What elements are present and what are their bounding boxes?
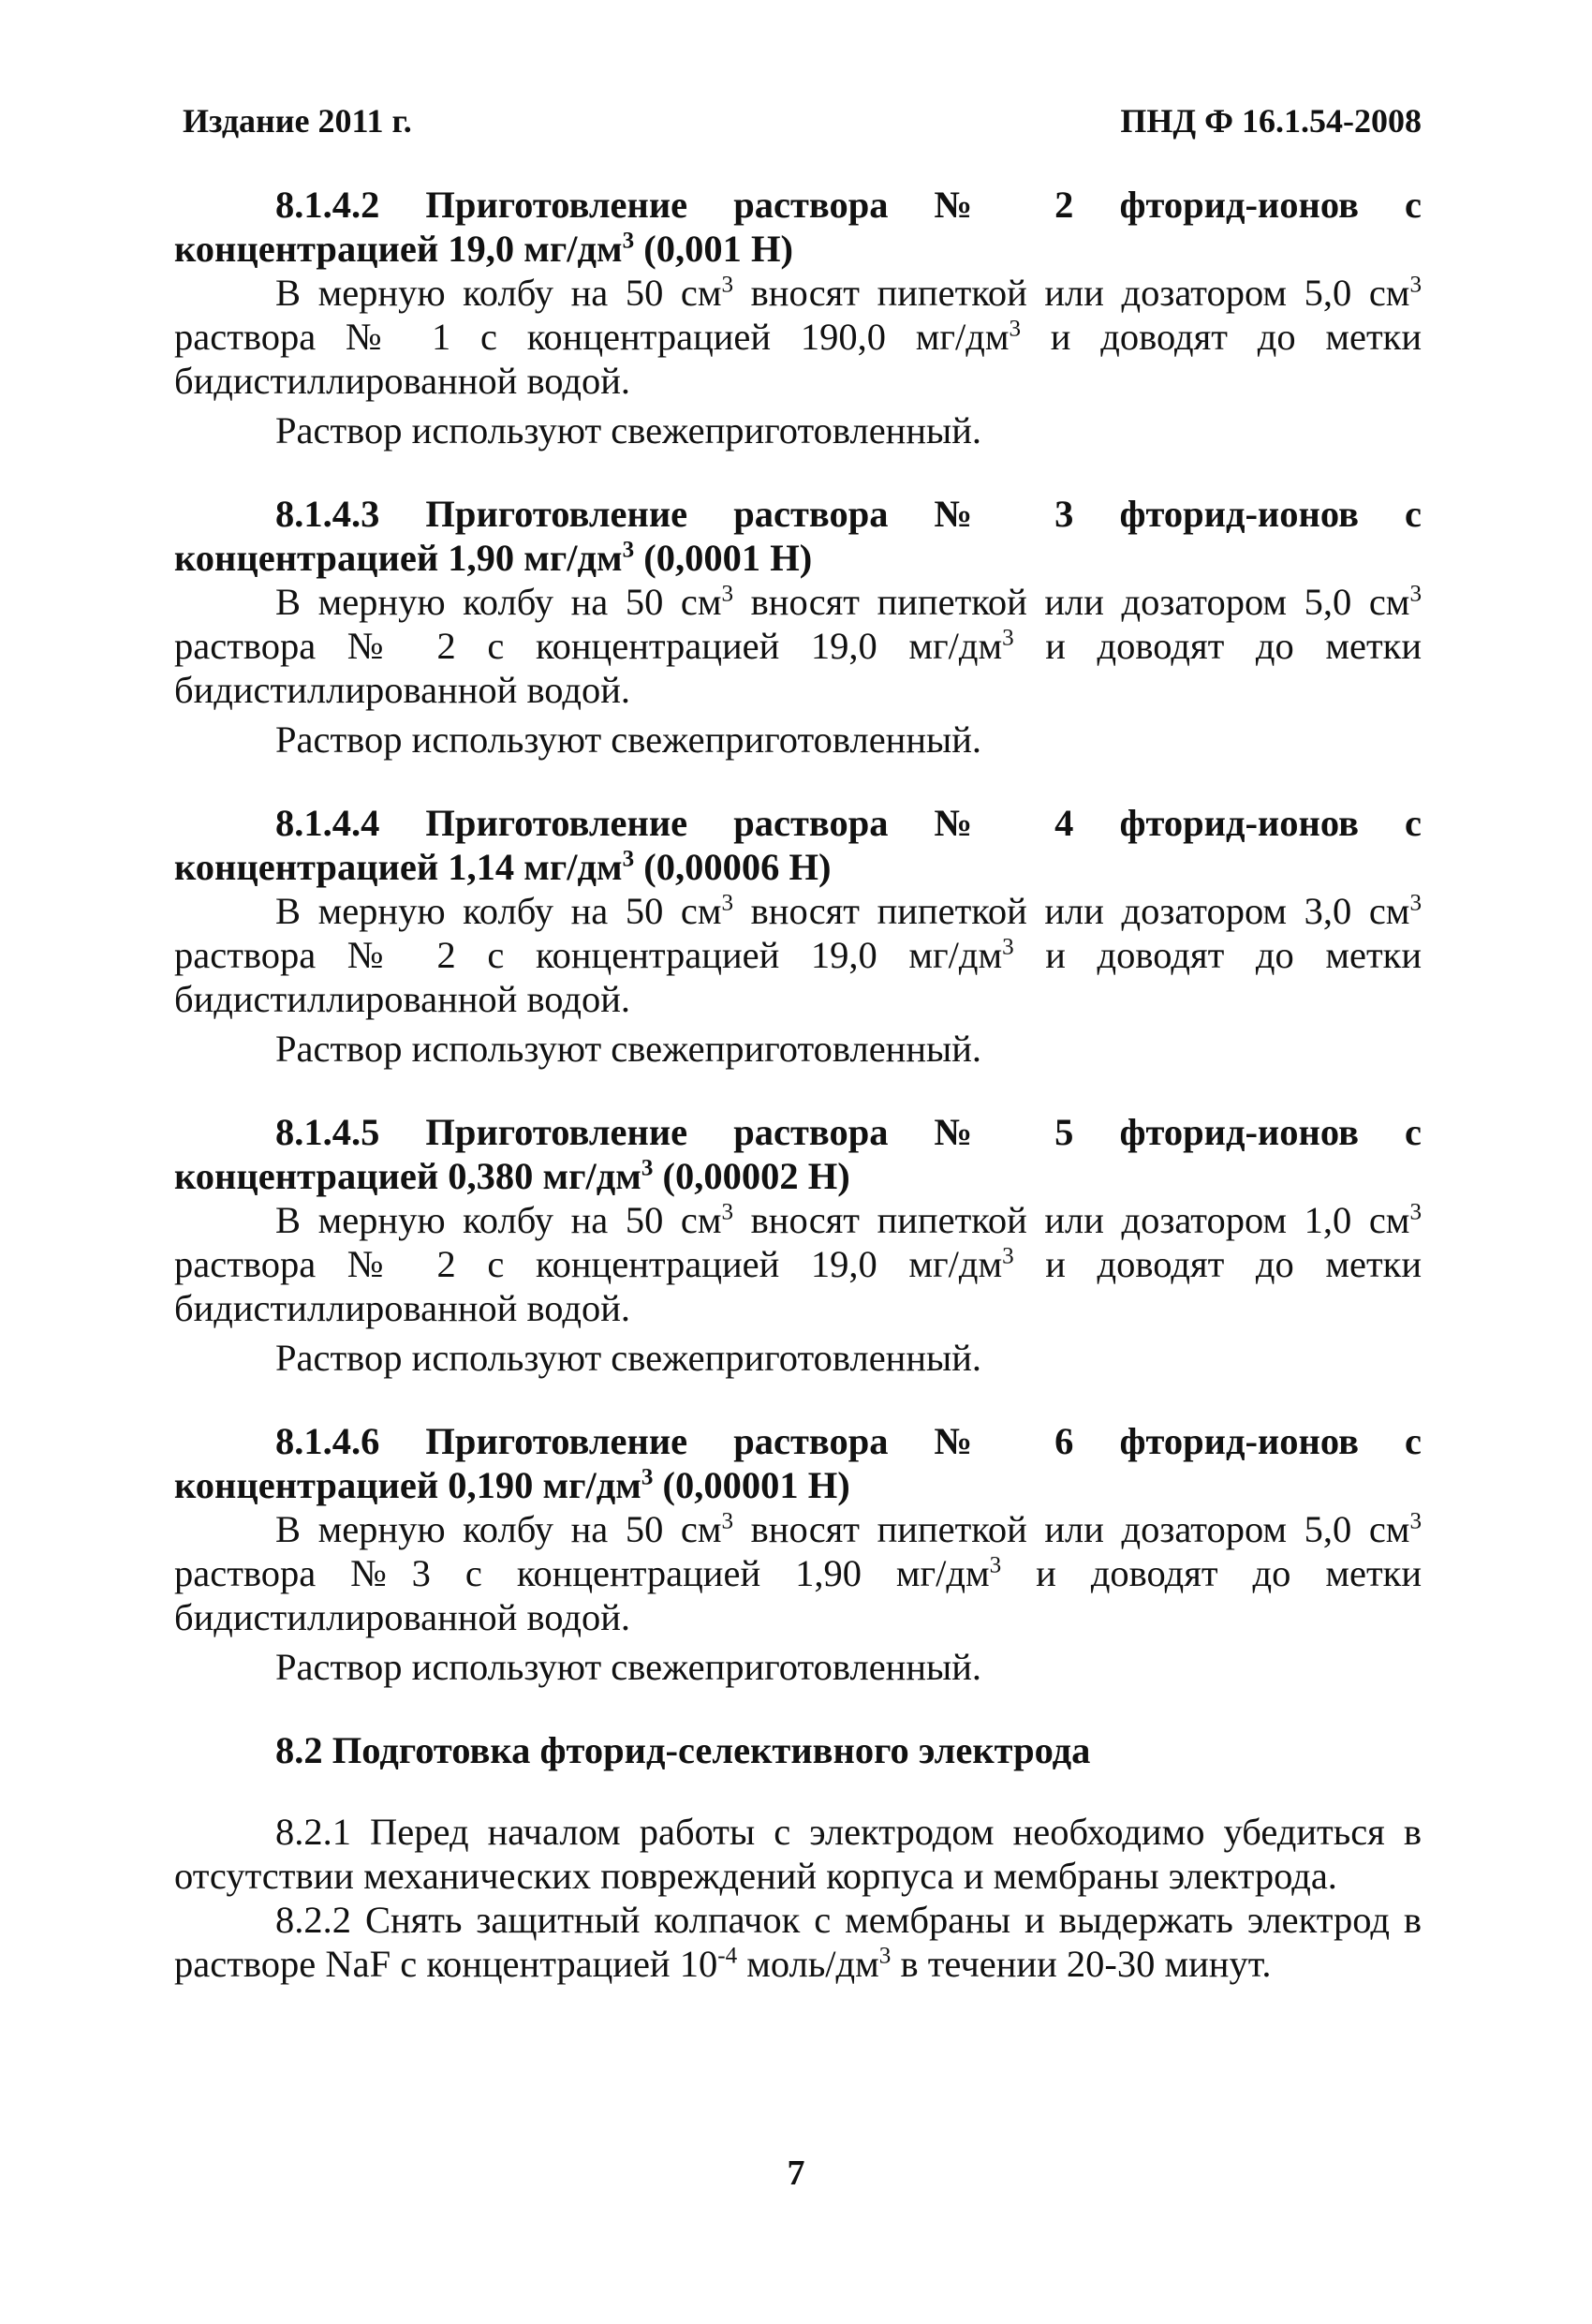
section-heading: 8.1.4.6 Приготовление раствора № 6 фторид-ионов с концентрацией 0,190 $мг/дм^3$ (0,00001 Н) (174, 1420, 1422, 1506)
section-heading: 8.1.4.3 Приготовление раствора № 3 фторид-ионов с концентрацией 1,90 $мг/дм^3$ (0,0001 Н) (174, 493, 1422, 579)
section-note: Раствор используют свежеприготовленный. (275, 1028, 982, 1070)
section-body: В мерную колбу на 50 $см^3$ вносят пипеткой или дозатором 1,0 $см^3$ раствора № 2 с концентрацией 19,0 $мг/дм^3$ и доводят до метки бидистиллированной водой. (174, 1199, 1422, 1329)
section-note: Раствор используют свежеприготовленный. (275, 409, 982, 451)
section-8-1-4-6 (174, 1419, 1422, 1689)
section-heading: 8.1.4.2 Приготовление раствора № 2 фторид-ионов с концентрацией 19,0 $мг/дм^3$ (0,001 Н) (174, 184, 1422, 270)
paragraph-8-2-1: 8.2.1 Перед началом работы с электродом необходимо убедиться в отсутствии механических повреждений корпуса и мембраны электрода. (174, 1811, 1422, 1897)
section-note: Раствор используют свежеприготовленный. (275, 1646, 982, 1688)
section-body: В мерную колбу на 50 $см^3$ вносят пипеткой или дозатором 5,0 $см^3$ раствора №3 с концентрацией 1,90 $мг/дм^3$ и доводят до метки бидистиллированной водой. (174, 1508, 1422, 1638)
section-8-2-heading: 8.2 Подготовка фторид-селективного электрода (275, 1729, 1091, 1771)
section-8-1-4-2 (174, 183, 1422, 452)
section-note: Раствор используют свежеприготовленный. (275, 718, 982, 761)
section-body: В мерную колбу на 50 $см^3$ вносят пипеткой или дозатором 5,0 $см^3$ раствора № 1 с концентрацией 190,0 $мг/дм^3$ и доводят до метки бидистиллированной водой. (174, 272, 1422, 402)
paragraph-8-2-2: 8.2.2 Снять защитный колпачок с мембраны и выдержать электрод в растворе NaF с концентрацией $10^{-4}$ моль/$дм^3$ в течении 20-30 минут. (174, 1899, 1422, 1985)
section-note: Раствор используют свежеприготовленный. (275, 1337, 982, 1379)
section-8-1-4-3 (174, 492, 1422, 762)
section-heading: 8.1.4.4 Приготовление раствора № 4 фторид-ионов с концентрацией 1,14 $мг/дм^3$ (0,00006 Н) (174, 802, 1422, 888)
document-code: ПНД Ф 16.1.54-2008 (1120, 102, 1422, 140)
page-content (174, 183, 1422, 1986)
section-8-1-4-5 (174, 1110, 1422, 1380)
page-number: 7 (787, 2154, 805, 2193)
section-body: В мерную колбу на 50 $см^3$ вносят пипеткой или дозатором 3,0 $см^3$ раствора № 2 с концентрацией 19,0 $мг/дм^3$ и доводят до метки бидистиллированной водой. (174, 890, 1422, 1020)
edition-label: Издание 2011 г. (183, 102, 412, 140)
section-heading: 8.1.4.5 Приготовление раствора № 5 фторид-ионов с концентрацией 0,380 $мг/дм^3$ (0,00002 Н) (174, 1111, 1422, 1197)
section-8-1-4-4 (174, 801, 1422, 1071)
section-body: В мерную колбу на 50 $см^3$ вносят пипеткой или дозатором 5,0 $см^3$ раствора № 2 с концентрацией 19,0 $мг/дм^3$ и доводят до метки бидистиллированной водой. (174, 581, 1422, 711)
